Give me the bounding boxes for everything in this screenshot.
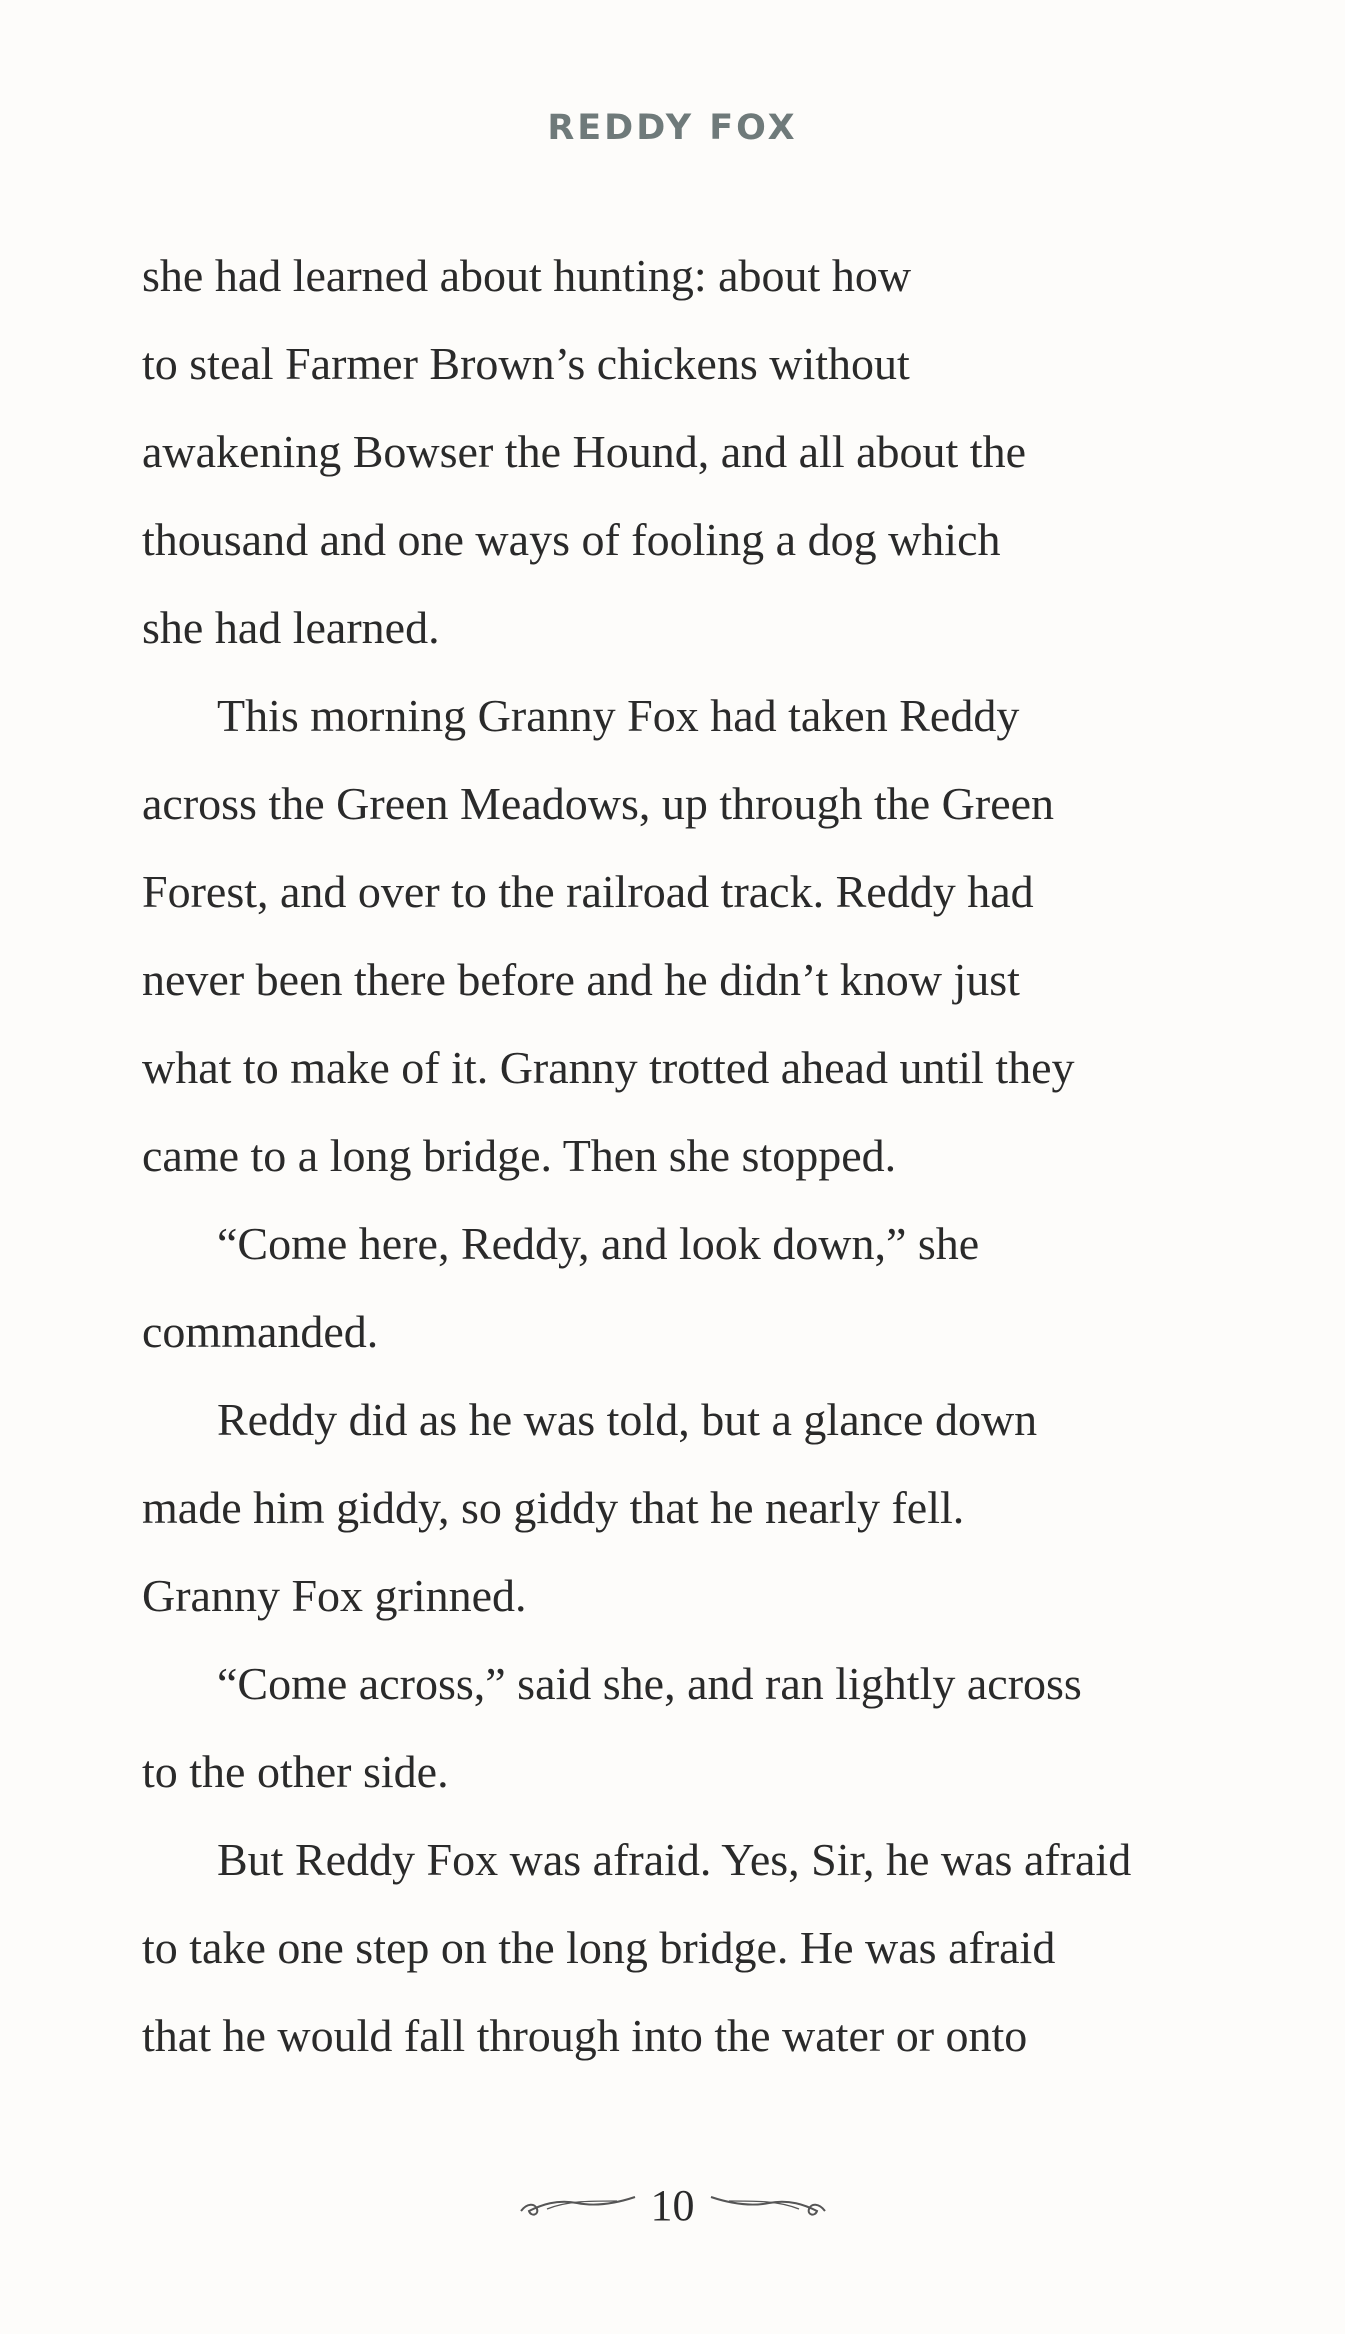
text-line: This morning Granny Fox had taken Reddy <box>217 690 1020 741</box>
text-line: to take one step on the long bridge. He was afraid <box>142 1922 1056 1973</box>
body-text <box>142 232 1262 2080</box>
text-line: she had learned about hunting: about how <box>142 250 912 301</box>
left-flourish-icon <box>517 2189 637 2223</box>
right-flourish-icon <box>709 2189 829 2223</box>
text-line: Reddy did as he was told, but a glance down <box>217 1394 1038 1445</box>
text-line: to the other side. <box>142 1746 449 1797</box>
text-line: Forest, and over to the railroad track. Reddy had <box>142 866 1034 917</box>
text-line: But Reddy Fox was afraid. Yes, Sir, he was afraid <box>217 1834 1132 1885</box>
text-line: made him giddy, so giddy that he nearly fell. <box>142 1482 965 1533</box>
text-line: across the Green Meadows, up through the Green <box>142 778 1055 829</box>
page-footer <box>0 2176 1345 2236</box>
text-line: “Come across,” said she, and ran lightly across <box>217 1658 1082 1709</box>
text-line: “Come here, Reddy, and look down,” she <box>217 1218 980 1269</box>
running-head: REDDY FOX <box>547 108 798 148</box>
text-line: that he would fall through into the water or onto <box>142 2010 1028 2061</box>
text-line: what to make of it. Granny trotted ahead until they <box>142 1042 1075 1093</box>
text-line: never been there before and he didn’t know just <box>142 954 1020 1005</box>
text-line: thousand and one ways of fooling a dog which <box>142 514 1001 565</box>
page-number: 10 <box>650 2181 695 2230</box>
text-line: to steal Farmer Brown’s chickens without <box>142 338 910 389</box>
text-line: Granny Fox grinned. <box>142 1570 527 1621</box>
text-line: came to a long bridge. Then she stopped. <box>142 1130 897 1181</box>
text-line: awakening Bowser the Hound, and all about the <box>142 426 1026 477</box>
text-line: she had learned. <box>142 602 440 653</box>
text-line: commanded. <box>142 1306 379 1357</box>
